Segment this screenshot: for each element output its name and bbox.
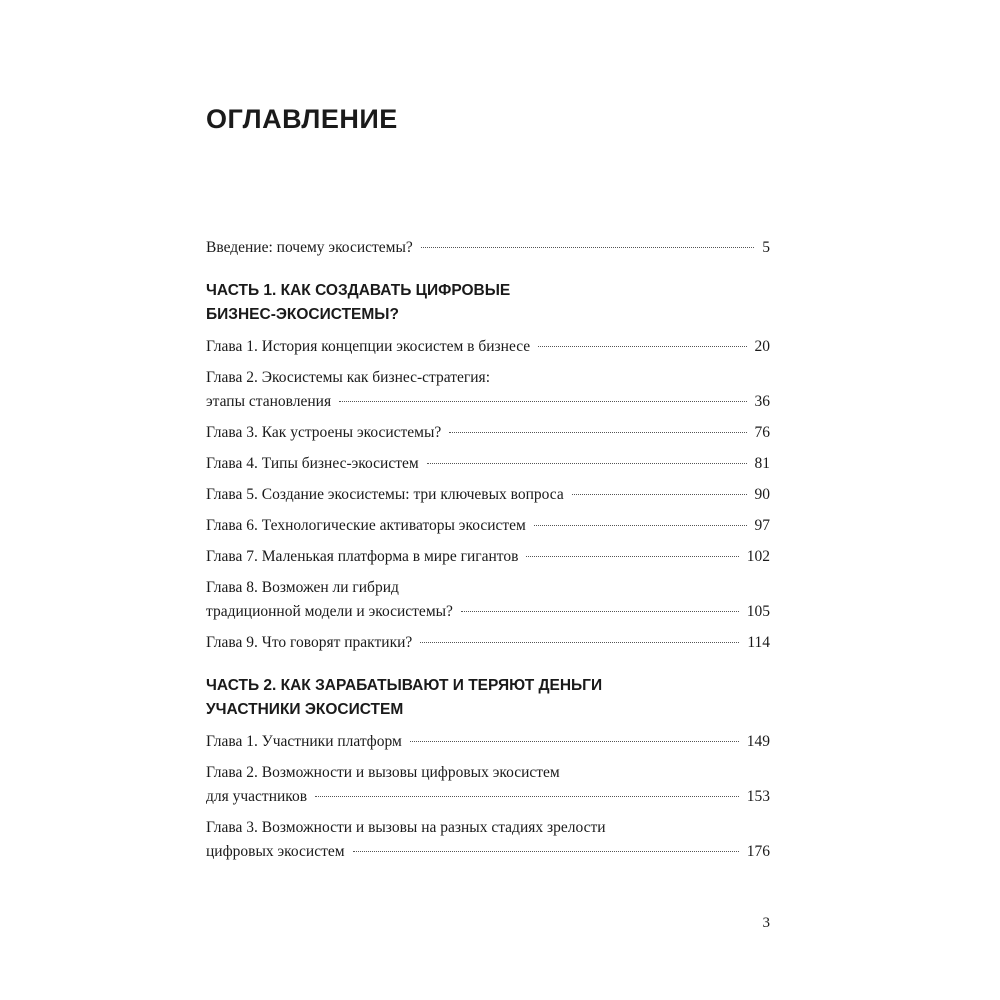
toc-entry-label: Глава 6. Технологические активаторы экосистем	[206, 517, 526, 534]
dot-leader	[526, 556, 738, 557]
toc-entry-label: Глава 8. Возможен ли гибрид	[206, 579, 399, 596]
toc-entry	[206, 421, 770, 445]
toc-entry-label: этапы становления	[206, 393, 332, 410]
toc-entry	[206, 761, 770, 809]
dot-leader	[427, 463, 747, 464]
toc-entry-label: Глава 7. Маленькая платформа в мире гигантов	[206, 548, 519, 565]
toc-entry	[206, 576, 770, 624]
toc-entry	[206, 631, 770, 655]
dot-leader	[410, 741, 739, 742]
dot-leader	[421, 247, 754, 248]
toc-entry-page: 81	[754, 455, 770, 472]
part-heading-2	[206, 674, 770, 722]
toc-entry-page: 176	[746, 843, 770, 860]
toc-entry-page: 153	[746, 788, 770, 805]
toc-entry-page: 76	[754, 424, 770, 441]
toc-entry-page: 97	[754, 517, 770, 534]
toc-entry	[206, 452, 770, 476]
dot-leader	[420, 642, 739, 643]
part-heading-line: БИЗНЕС-ЭКОСИСТЕМЫ?	[206, 306, 399, 323]
dot-leader	[353, 851, 739, 852]
toc-entry-label: Введение: почему экосистемы?	[206, 239, 413, 256]
toc-entry	[206, 335, 770, 359]
toc-entry-label: Глава 1. Участники платформ	[206, 733, 402, 750]
toc-entry-page: 20	[754, 338, 770, 355]
toc-entry-page: 114	[747, 634, 770, 651]
toc-entry	[206, 730, 770, 754]
dot-leader	[461, 611, 739, 612]
toc-entry	[206, 483, 770, 507]
toc-entry-page: 102	[746, 548, 770, 565]
dot-leader	[315, 796, 739, 797]
toc-entry	[206, 545, 770, 569]
toc-entry-intro	[206, 236, 770, 260]
dot-leader	[538, 346, 746, 347]
toc-entry-label: Глава 1. История концепции экосистем в бизнесе	[206, 338, 531, 355]
toc-entry-page: 105	[746, 603, 770, 620]
toc-entry-page: 90	[754, 486, 770, 503]
toc-entry-label: Глава 3. Возможности и вызовы на разных стадиях зрелости	[206, 819, 606, 836]
toc-entry-page: 36	[754, 393, 770, 410]
dot-leader	[534, 525, 747, 526]
toc-entry	[206, 816, 770, 864]
toc-entry-page: 149	[746, 733, 770, 750]
toc-entry-label: Глава 9. Что говорят практики?	[206, 634, 413, 651]
toc-entry-label: для участников	[206, 788, 308, 805]
toc-entry-label: цифровых экосистем	[206, 843, 345, 860]
toc-entry-label: Глава 3. Как устроены экосистемы?	[206, 424, 442, 441]
dot-leader	[339, 401, 746, 402]
page-title: ОГЛАВЛЕНИЕ	[206, 104, 398, 134]
dot-leader	[449, 432, 746, 433]
page-number: 3	[762, 915, 770, 931]
part-heading-line: УЧАСТНИКИ ЭКОСИСТЕМ	[206, 701, 404, 718]
toc-entry-label: Глава 5. Создание экосистемы: три ключевых вопроса	[206, 486, 564, 503]
toc-entry-label: Глава 4. Типы бизнес-экосистем	[206, 455, 419, 472]
toc-entry	[206, 514, 770, 538]
toc-entry-label: традиционной модели и экосистемы?	[206, 603, 453, 620]
part-heading-line: ЧАСТЬ 1. КАК СОЗДАВАТЬ ЦИФРОВЫЕ	[206, 282, 511, 299]
part-heading-line: ЧАСТЬ 2. КАК ЗАРАБАТЫВАЮТ И ТЕРЯЮТ ДЕНЬГИ	[206, 677, 603, 694]
toc-entry-label: Глава 2. Возможности и вызовы цифровых экосистем	[206, 764, 560, 781]
part-heading-1	[206, 279, 770, 327]
toc-entry-label: Глава 2. Экосистемы как бизнес-стратегия:	[206, 369, 490, 386]
dot-leader	[572, 494, 747, 495]
toc-entry-page: 5	[762, 239, 770, 256]
table-of-contents	[206, 236, 770, 871]
toc-entry	[206, 366, 770, 414]
